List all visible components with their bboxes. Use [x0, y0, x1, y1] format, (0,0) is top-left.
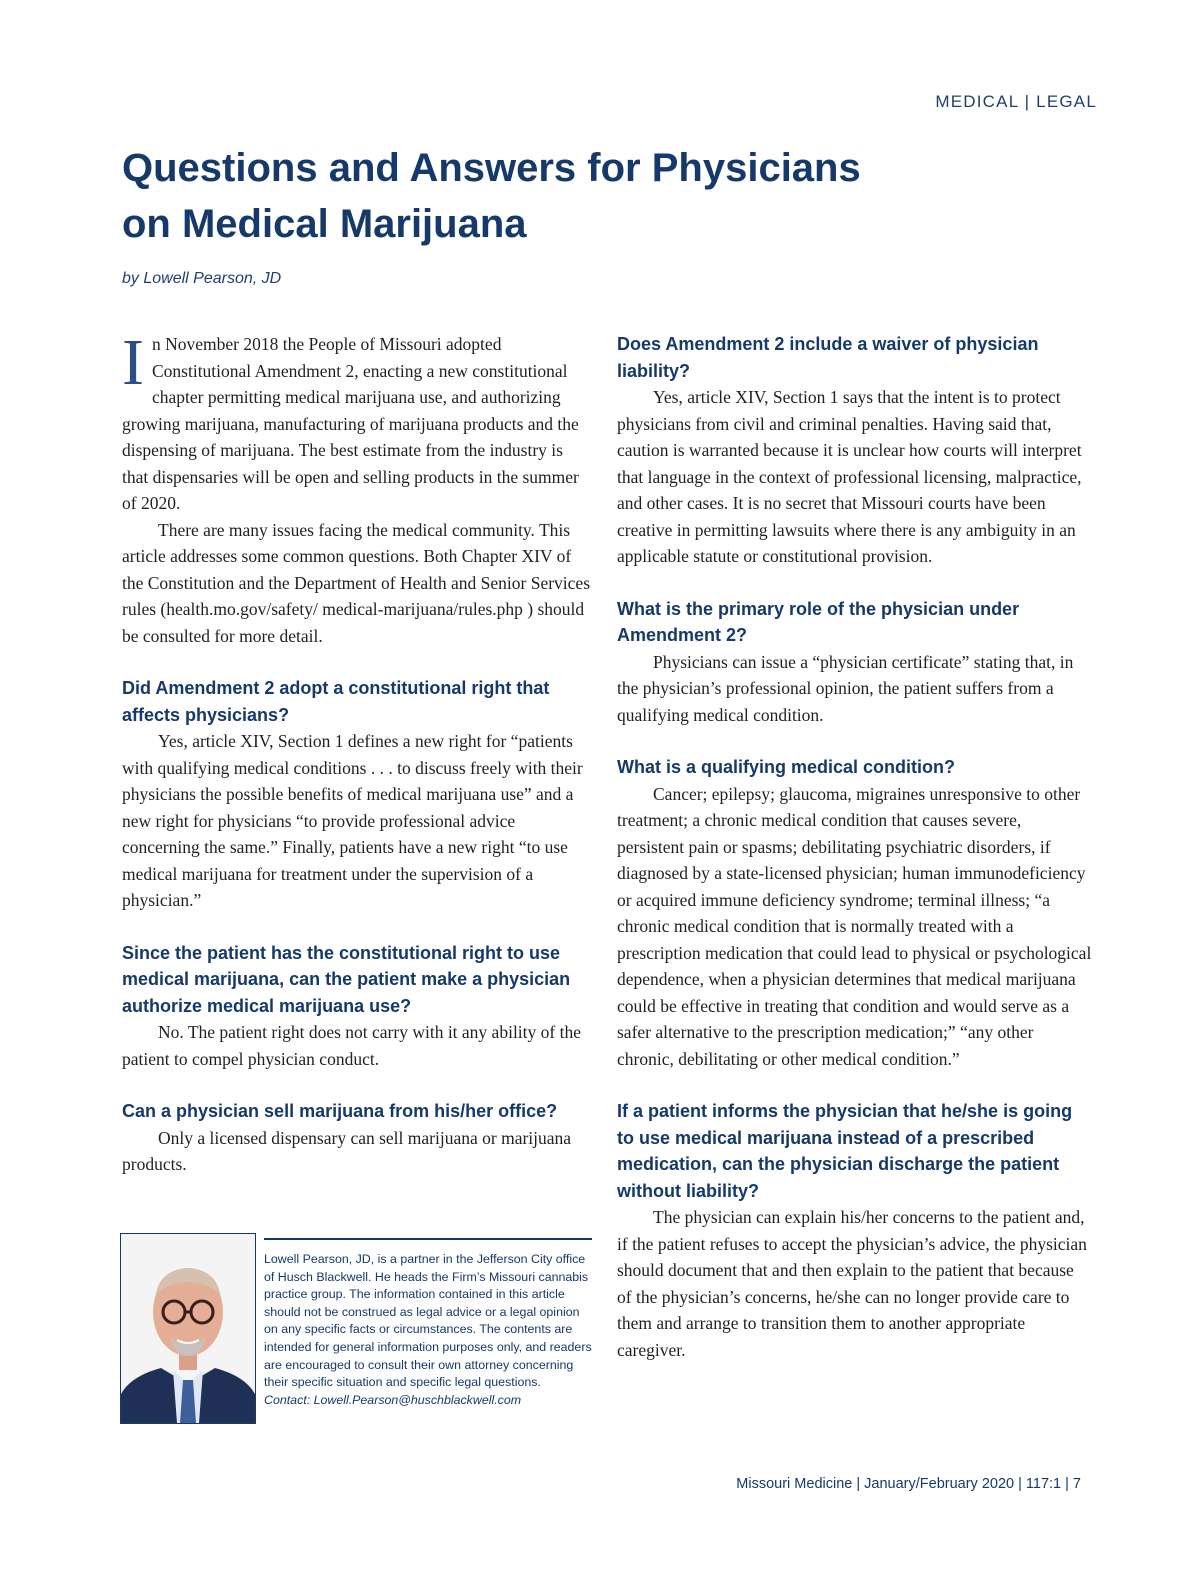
section-label: MEDICAL | LEGAL — [935, 92, 1097, 111]
answer-paragraph: Yes, article XIV, Section 1 defines a new right for “patients with qualifying medical conditions . . . to discuss freely with their physicians the possible benefits of medical marijuana use” and a new right for physicians “to provide professional advice concerning the same.” Finally, patients have a new right “to use medical marijuana for treatment under the supervision of a physician.” — [122, 731, 583, 910]
question-heading: Since the patient has the constitutional right to use medical marijuana, can the patient make a physician authorize medical marijuana use? — [122, 942, 571, 1016]
answer-paragraph: No. The patient right does not carry with it any ability of the patient to compel physician conduct. — [122, 1022, 581, 1069]
drop-cap: I — [122, 326, 144, 399]
answer-paragraph: Cancer; epilepsy; glaucoma, migraines unresponsive to other treatment; a chronic medical condition that causes severe, persistent pain or spasms; debilitating psychiatric disorders, if diagnosed by a state-licensed physician; human immunodeficiency or acquired immune deficiency syndrome; terminal illness; “a chronic medical condition that is normally treated with a prescription medication that could lead to physical or psychological dependence, when a physician determines that medical marijuana could be effective in treating that condition and would serve as a safer alternative to the prescription medication;” “any other chronic, debilitating or other medical condition.” — [617, 783, 1092, 1069]
question-heading: Does Amendment 2 include a waiver of physician liability? — [617, 334, 1039, 381]
question-heading: What is a qualifying medical condition? — [617, 757, 956, 777]
question-heading: Can a physician sell marijuana from his/her office? — [122, 1101, 558, 1121]
bio-description: Lowell Pearson, JD, is a partner in the Jefferson City office of Husch Blackwell. He heads the Firm’s Missouri cannabis practice group. The information contained in this article should not be construed as legal advice or a legal opinion on any specific facts or circumstances. The contents are intended for general information purposes only, and readers are encouraged to consult their own attorney concerning their specific situation and specific legal questions. — [264, 1252, 592, 1390]
byline: by Lowell Pearson, JD — [122, 270, 282, 287]
answer-paragraph: The physician can explain his/her concerns to the patient and, if the patient refuses to accept the physician’s advice, the physician should document that and then explain to the patient that because of the physician’s concerns, he/she can no longer provide care to them and arrange to transition them to another appropriate caregiver. — [617, 1207, 1087, 1360]
right-column — [617, 331, 1092, 1363]
intro-paragraph — [122, 326, 590, 517]
intro-text: n November 2018 the People of Missouri adopted Constitutional Amendment 2, enacting a new constitutional chapter permitting medical marijuana use, and authorizing growing marijuana, manufacturing of marijuana products and the dispensing of marijuana. The best estimate from the industry is that dispensaries will be open and selling products in the summer of 2020. — [122, 334, 579, 513]
title-line-2: on Medical Marijuana — [122, 202, 527, 246]
answer-paragraph: Yes, article XIV, Section 1 says that the intent is to protect physicians from civil and criminal penalties. Having said that, caution is warranted because it is unclear how courts will interpret that language in the context of professional licensing, malpractice, and other cases. It is no secret that Missouri courts have been creative in permitting lawsuits where there is any ambiguity in an applicable statute or constitutional provision. — [617, 387, 1082, 566]
article-title — [122, 140, 1022, 252]
question-heading: Did Amendment 2 adopt a constitutional right that affects physicians? — [122, 678, 550, 725]
question-heading: What is the primary role of the physician under Amendment 2? — [617, 598, 1020, 645]
author-contact[interactable]: Contact: Lowell.Pearson@huschblackwell.com — [264, 1392, 522, 1407]
page-footer: Missouri Medicine | January/February 2020 | 117:1 | 7 — [736, 1476, 1081, 1492]
bio-divider — [264, 1238, 592, 1240]
author-portrait-icon — [121, 1234, 255, 1423]
author-photo — [120, 1233, 256, 1424]
answer-paragraph: Only a licensed dispensary can sell marijuana or marijuana products. — [122, 1127, 572, 1174]
intro-paragraph-2: There are many issues facing the medical community. This article addresses some common questions. Both Chapter XIV of the Constitution and the Department of Health and Senior Services rules (health.mo.gov/safety/ medical-marijuana/rules.php ) should be consulted for more detail. — [122, 519, 591, 646]
question-heading: If a patient informs the physician that he/she is going to use medical marijuana instead of a prescribed medication, can the physician discharge the patient without liability? — [617, 1101, 1073, 1201]
author-bio-text — [264, 1251, 596, 1409]
answer-paragraph: Physicians can issue a “physician certificate” stating that, in the physician’s professional opinion, the patient suffers from a qualifying medical condition. — [617, 651, 1074, 725]
title-line-1: Questions and Answers for Physicians — [122, 146, 861, 190]
author-bio-box — [120, 1233, 594, 1425]
left-column — [122, 326, 591, 1178]
